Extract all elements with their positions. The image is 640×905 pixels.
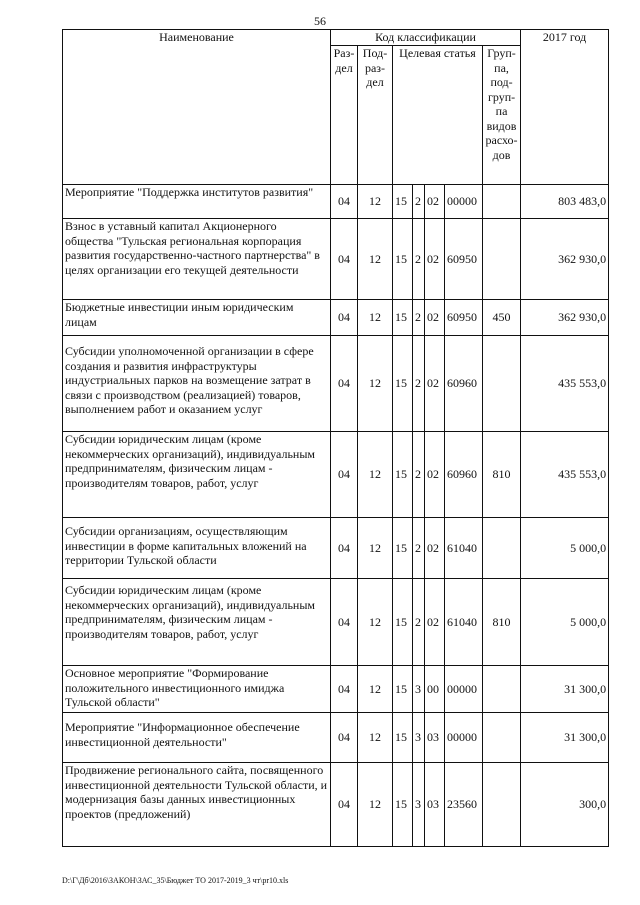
row-amount: 362 930,0: [521, 300, 609, 336]
row-section: 04: [331, 336, 358, 432]
row-section: 04: [331, 185, 358, 219]
row-target-program: 15: [393, 185, 413, 219]
row-amount: 5 000,0: [521, 518, 609, 579]
row-amount: 31 300,0: [521, 666, 609, 713]
row-target-event: 02: [425, 300, 445, 336]
row-name: Субсидии организациям, осуществляющим инвестиции в форме капитальных вложений на территории Тульской области: [63, 518, 331, 579]
row-target-event: 02: [425, 579, 445, 666]
row-target-direction: 60950: [445, 219, 483, 300]
row-subsection: 12: [358, 713, 393, 763]
row-target-subprogram: 2: [413, 185, 425, 219]
row-amount: 435 553,0: [521, 336, 609, 432]
row-target-direction: 61040: [445, 579, 483, 666]
row-target-event: 03: [425, 713, 445, 763]
row-target-direction: 00000: [445, 713, 483, 763]
row-section: 04: [331, 219, 358, 300]
row-amount: 362 930,0: [521, 219, 609, 300]
row-name: Бюджетные инвестиции иным юридическим лицам: [63, 300, 331, 336]
row-target-subprogram: 2: [413, 432, 425, 518]
row-target-direction: 00000: [445, 666, 483, 713]
row-target-direction: 60960: [445, 336, 483, 432]
row-name: Основное мероприятие "Формирование положительного инвестиционного имиджа Тульской области": [63, 666, 331, 713]
budget-table: [62, 29, 609, 847]
row-expense-type: [483, 763, 521, 847]
row-subsection: 12: [358, 579, 393, 666]
row-expense-type: [483, 666, 521, 713]
row-amount: 31 300,0: [521, 713, 609, 763]
table-row: [63, 219, 609, 300]
row-name: Субсидии юридическим лицам (кроме некоммерческих организаций), индивидуальным предпринимателям, физическим лицам - производителям товаров, работ, услуг: [63, 579, 331, 666]
row-expense-type: 810: [483, 432, 521, 518]
header-target: Целевая статья: [393, 46, 483, 185]
row-target-direction: 23560: [445, 763, 483, 847]
row-target-program: 15: [393, 713, 413, 763]
row-target-subprogram: 3: [413, 713, 425, 763]
row-name: Взнос в уставный капитал Акционерного общества "Тульская региональная корпорация развития государственно-частного партнерства" в целях организации его текущей деятельности: [63, 219, 331, 300]
row-target-subprogram: 2: [413, 300, 425, 336]
row-name: Продвижение регионального сайта, посвященного инвестиционной деятельности Тульской области, и модернизация базы данных инвестиционных проектов (предложений): [63, 763, 331, 847]
row-target-subprogram: 3: [413, 763, 425, 847]
row-target-program: 15: [393, 666, 413, 713]
row-target-program: 15: [393, 219, 413, 300]
header-year: 2017 год: [521, 30, 609, 185]
row-expense-type: [483, 185, 521, 219]
header-code: Код классификации: [331, 30, 521, 46]
row-subsection: 12: [358, 336, 393, 432]
table-row: [63, 666, 609, 713]
table-row: [63, 518, 609, 579]
row-target-program: 15: [393, 518, 413, 579]
file-path-footer: D:\Г\Дб\2016\ЗАКОН\ЗАС_35\Бюджет ТО 2017-2019_3 чт\pr10.xls: [62, 876, 289, 885]
table-row: [63, 336, 609, 432]
row-expense-type: [483, 518, 521, 579]
row-target-event: 03: [425, 763, 445, 847]
row-target-subprogram: 3: [413, 666, 425, 713]
table-row: [63, 713, 609, 763]
row-name: Субсидии юридическим лицам (кроме некоммерческих организаций), индивидуальным предпринимателям, физическим лицам - производителям товаров, работ, услуг: [63, 432, 331, 518]
row-target-subprogram: 2: [413, 518, 425, 579]
row-section: 04: [331, 518, 358, 579]
row-subsection: 12: [358, 518, 393, 579]
row-target-program: 15: [393, 579, 413, 666]
row-subsection: 12: [358, 763, 393, 847]
row-target-program: 15: [393, 432, 413, 518]
row-expense-type: [483, 713, 521, 763]
row-section: 04: [331, 579, 358, 666]
row-target-direction: 00000: [445, 185, 483, 219]
row-target-subprogram: 2: [413, 579, 425, 666]
table-row: [63, 185, 609, 219]
row-target-subprogram: 2: [413, 336, 425, 432]
row-section: 04: [331, 300, 358, 336]
row-target-direction: 60960: [445, 432, 483, 518]
row-target-subprogram: 2: [413, 219, 425, 300]
row-amount: 803 483,0: [521, 185, 609, 219]
header-row-1: [63, 30, 609, 46]
row-target-direction: 60950: [445, 300, 483, 336]
header-section: Раз- дел: [331, 46, 358, 185]
row-target-direction: 61040: [445, 518, 483, 579]
row-section: 04: [331, 666, 358, 713]
row-name: Мероприятие "Информационное обеспечение инвестиционной деятельности": [63, 713, 331, 763]
row-expense-type: 810: [483, 579, 521, 666]
header-group: Груп- па, под- груп- па видов расхо- дов: [483, 46, 521, 185]
row-expense-type: [483, 336, 521, 432]
page-number: 56: [314, 14, 326, 28]
row-target-program: 15: [393, 300, 413, 336]
table-row: [63, 300, 609, 336]
table-row: [63, 579, 609, 666]
row-target-program: 15: [393, 763, 413, 847]
row-target-event: 02: [425, 336, 445, 432]
row-subsection: 12: [358, 666, 393, 713]
row-name: Мероприятие "Поддержка институтов развития": [63, 185, 331, 219]
row-expense-type: [483, 219, 521, 300]
row-target-event: 02: [425, 185, 445, 219]
row-subsection: 12: [358, 185, 393, 219]
row-target-program: 15: [393, 336, 413, 432]
row-section: 04: [331, 763, 358, 847]
row-target-event: 02: [425, 219, 445, 300]
row-section: 04: [331, 432, 358, 518]
row-target-event: 02: [425, 432, 445, 518]
row-amount: 5 000,0: [521, 579, 609, 666]
row-expense-type: 450: [483, 300, 521, 336]
row-section: 04: [331, 713, 358, 763]
row-amount: 300,0: [521, 763, 609, 847]
row-amount: 435 553,0: [521, 432, 609, 518]
row-target-event: 02: [425, 518, 445, 579]
header-name: Наименование: [63, 30, 331, 185]
table-row: [63, 763, 609, 847]
row-subsection: 12: [358, 432, 393, 518]
row-subsection: 12: [358, 219, 393, 300]
row-subsection: 12: [358, 300, 393, 336]
table-row: [63, 432, 609, 518]
row-name: Субсидии уполномоченной организации в сфере создания и развития инфраструктуры индустриальных парков на возмещение затрат в связи с производством (реализацией) товаров, выполнением работ и оказанием услуг: [63, 336, 331, 432]
row-target-event: 00: [425, 666, 445, 713]
header-subsection: Под- раз- дел: [358, 46, 393, 185]
